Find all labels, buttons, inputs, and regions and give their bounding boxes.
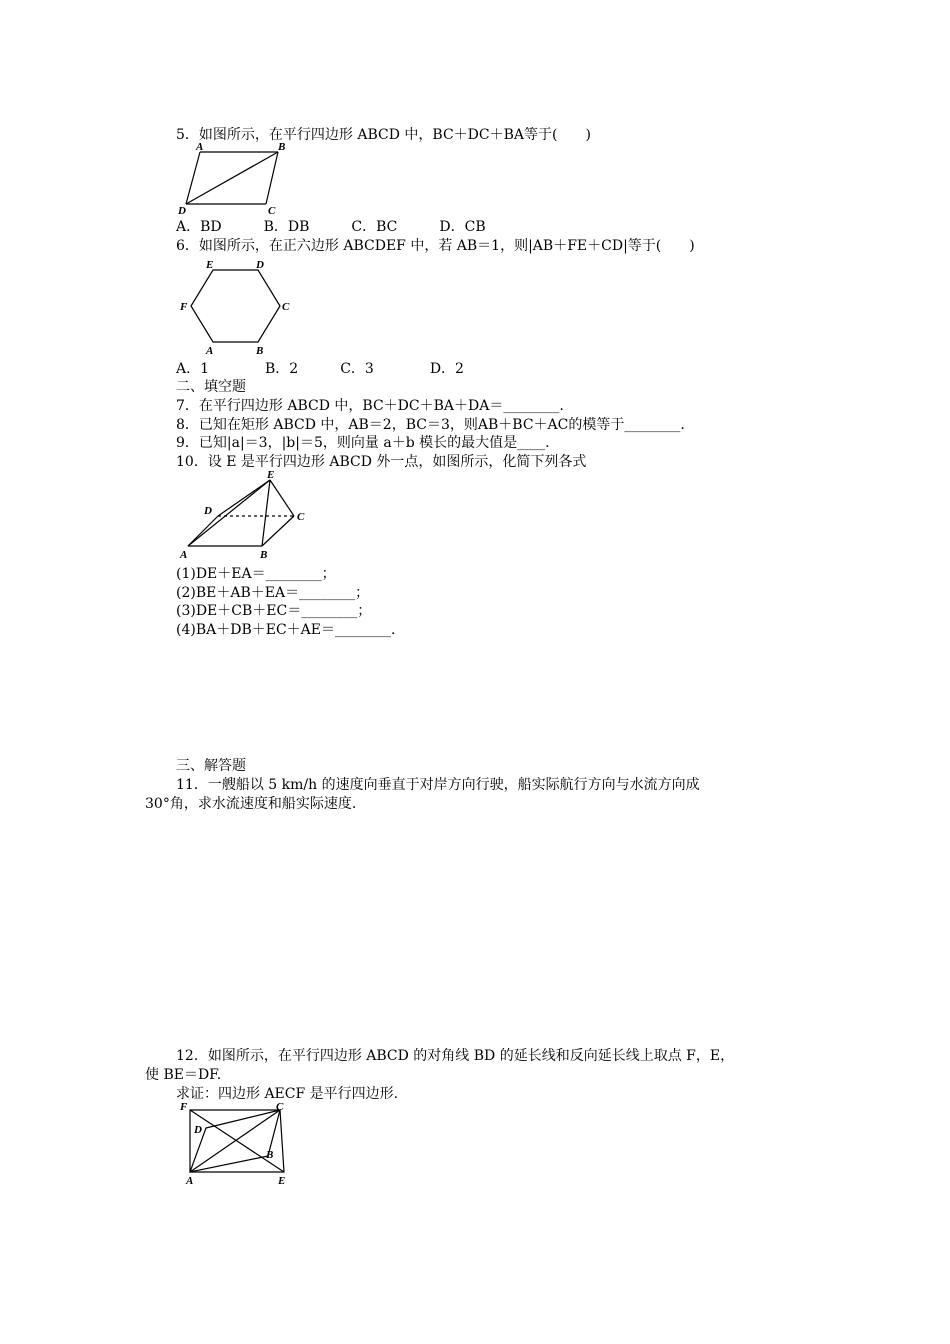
q6-text: 6．如图所示，在正六边形 ABCDEF 中，若 AB＝1，则|AB＋FE＋CD|等于( ) — [176, 238, 695, 254]
diagonal-db — [186, 152, 278, 204]
label-a: A — [180, 549, 188, 561]
label-d: D — [178, 205, 186, 217]
edge-de — [218, 480, 270, 516]
q12-figure — [176, 1100, 306, 1190]
section2-heading: 二、填空题 — [176, 379, 246, 395]
label-b: B — [278, 141, 286, 153]
q10-part-3: (3)DE＋CB＋EC＝________； — [176, 603, 372, 619]
q7-text: 7．在平行四边形 ABCD 中，BC＋DC＋BA＋DA＝________. — [176, 398, 564, 414]
q11-line-2: 30°角，求水流速度和船实际速度. — [145, 796, 357, 812]
edge-bc — [262, 516, 294, 546]
label-a: A — [186, 1175, 194, 1187]
q12-line-1: 12．如图所示，在平行四边形 ABCD 的对角线 BD 的延长线和反向延长线上取点 F，E， — [176, 1048, 735, 1064]
edge-ce — [270, 480, 294, 516]
q11-line-1: 11．一艘船以 5 km/h 的速度向垂直于对岸方向行驶，船实际航行方向与水流方向成 — [176, 777, 700, 793]
label-f: F — [180, 1101, 188, 1113]
label-c: C — [282, 301, 290, 313]
edge-ae — [188, 480, 270, 546]
q12-line-2: 使 BE＝DF. — [145, 1067, 222, 1083]
q5-options: A．BD B．DB C．BC D．CB — [176, 219, 486, 235]
q6-options: A．1 B．2 C．3 D．2 — [176, 361, 464, 377]
label-e: E — [267, 469, 275, 481]
q6-hexagon-figure — [176, 256, 296, 360]
label-b: B — [256, 345, 264, 357]
label-a: A — [206, 345, 214, 357]
label-c: C — [276, 1101, 284, 1113]
q10-part-1: (1)DE＋EA＝________； — [176, 566, 336, 582]
label-e: E — [278, 1175, 286, 1187]
q10-pyramid-figure — [176, 470, 316, 562]
label-a: A — [196, 141, 204, 153]
edge-be — [262, 480, 270, 546]
edge-ad — [188, 516, 218, 546]
label-b: B — [260, 549, 268, 561]
label-d: D — [194, 1124, 202, 1136]
q12-line-3: 求证：四边形 AECF 是平行四边形. — [176, 1086, 399, 1102]
q10-part-2: (2)BE＋AB＋EA＝________； — [176, 585, 370, 601]
side-bc — [266, 152, 278, 204]
q10-text: 10．设 E 是平行四边形 ABCD 外一点，如图所示，化简下列各式 — [176, 454, 587, 470]
label-f: F — [180, 301, 188, 313]
label-e: E — [206, 259, 214, 271]
label-d: D — [204, 505, 212, 517]
label-d: D — [256, 259, 264, 271]
label-c: C — [297, 511, 305, 523]
section3-heading: 三、解答题 — [176, 758, 246, 774]
label-c: C — [268, 205, 276, 217]
q5-text: 5．如图所示，在平行四边形 ABCD 中，BC＋DC＋BA等于( ) — [176, 127, 591, 143]
q9-text: 9．已知|a|＝3，|b|＝5，则向量 a＋b 模长的最大值是____. — [176, 435, 550, 451]
side-da — [186, 152, 200, 204]
label-b: B — [266, 1149, 274, 1161]
q10-part-4: (4)BA＋DB＋EC＋AE＝________. — [176, 622, 396, 638]
q5-parallelogram-figure — [176, 142, 296, 216]
hexagon — [191, 270, 280, 342]
q8-text: 8．已知在矩形 ABCD 中，AB＝2，BC＝3，则AB＋BC＋AC的模等于________. — [176, 417, 685, 433]
